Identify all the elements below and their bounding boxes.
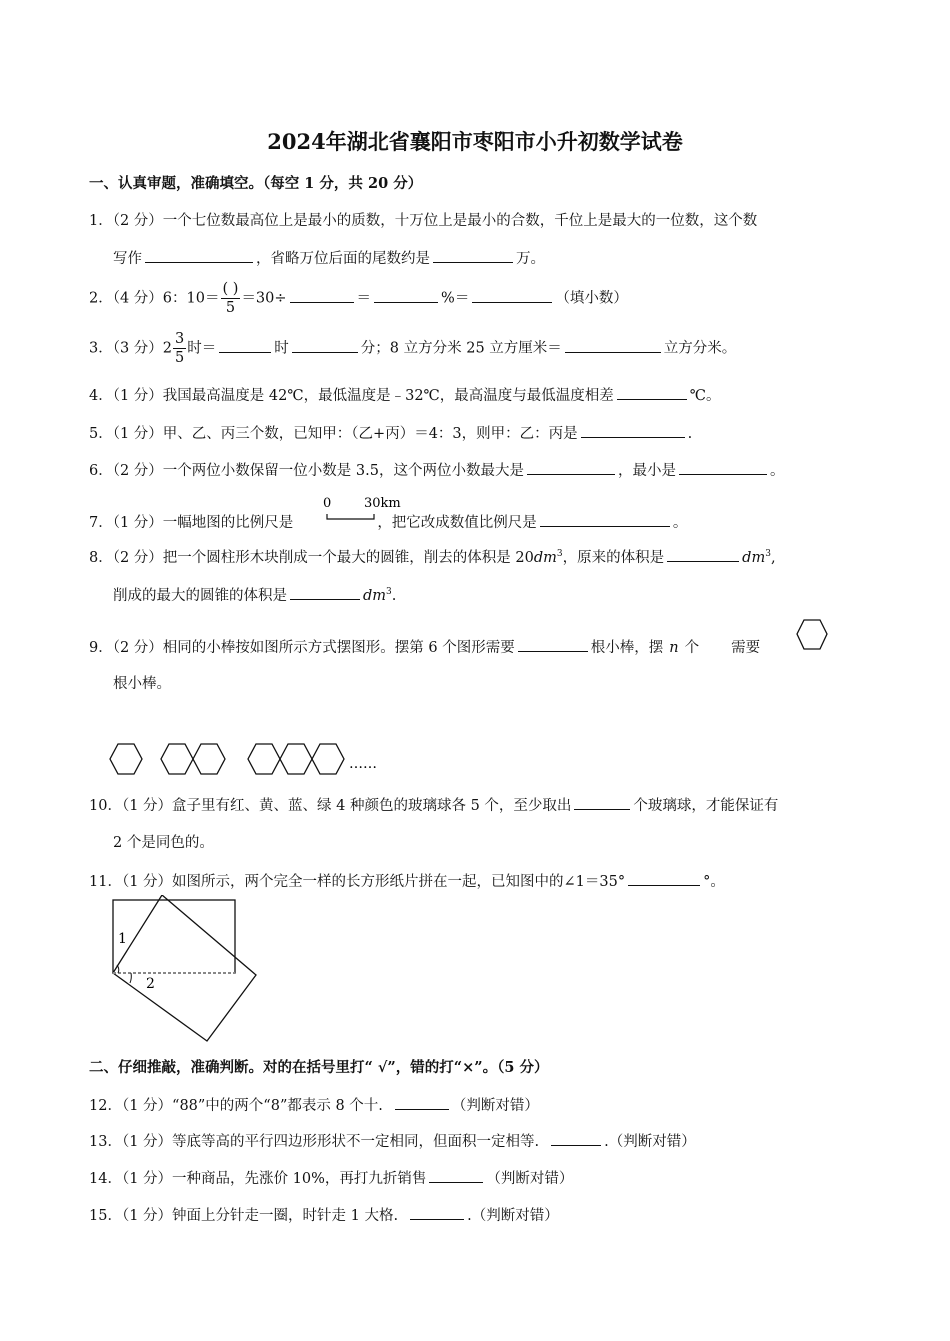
question-4: 4．（1 分）我国最高温度是 42℃，最低温度是﹣32℃，最高温度与最低温度相差 ℃。 xyxy=(89,384,721,405)
question-5: 5．（1 分）甲、乙、丙三个数，已知甲：（乙+丙）＝4：3，则甲：乙：丙是 . xyxy=(89,422,692,443)
section-2-heading: 二、仔细推敲，准确判断。对的在括号里打“ √”，错的打“×”。（5 分） xyxy=(89,1059,549,1076)
question-1: 1．（2 分）一个七位数最高位上是最小的质数，十万位上是最小的合数，千位上是最大的一位数，这个数 xyxy=(89,213,758,229)
answer-blank[interactable] xyxy=(410,1205,464,1220)
hexagon-icon xyxy=(795,617,829,653)
answer-blank[interactable] xyxy=(574,795,630,810)
angle-2-label: 2 xyxy=(146,976,155,992)
question-14: 14．（1 分）一种商品，先涨价 10%，再打九折销售 （判断对错） xyxy=(89,1167,573,1188)
scale-zero-label: 0 xyxy=(323,496,332,511)
question-2: 2．（4 分）6：10＝ $\frac{( )}{5}$ ＝30÷ ＝ %＝ （填小数） xyxy=(89,281,628,316)
question-15: 15．（1 分）钟面上分针走一圈，时针走 1 大格. .（判断对错） xyxy=(89,1204,559,1225)
answer-blank[interactable] xyxy=(219,338,271,353)
question-7: 7．（1 分）一幅地图的比例尺是 ，把它改成数值比例尺是 。 xyxy=(89,511,687,532)
answer-blank[interactable] xyxy=(565,338,661,353)
answer-blank[interactable] xyxy=(667,547,739,562)
question-10-line2: 2 个是同色的。 xyxy=(113,835,214,851)
page-title: 2024年湖北省襄阳市枣阳市小升初数学试卷 xyxy=(267,129,683,154)
ellipsis: …… xyxy=(349,756,377,772)
answer-blank[interactable] xyxy=(617,385,687,400)
answer-blank[interactable] xyxy=(581,423,685,438)
fraction: $\frac{3}{5}$ xyxy=(175,331,185,366)
answer-blank[interactable] xyxy=(290,288,354,303)
scale-line xyxy=(327,514,374,519)
answer-blank[interactable] xyxy=(290,585,360,600)
answer-blank[interactable] xyxy=(433,248,513,263)
question-13: 13．（1 分）等底等高的平行四边形形状不一定相同，但面积一定相等. .（判断对错） xyxy=(89,1130,696,1151)
question-3: 3．（3 分）2 $\frac{3}{5}$ 时＝ 时 分；8 立方分米 25 立方厘米＝ 立方分米。 xyxy=(89,331,737,366)
hexagon-pattern-1 xyxy=(110,744,142,774)
answer-blank[interactable] xyxy=(679,460,767,475)
question-8: 8．（2 分）把一个圆柱形木块削成一个最大的圆锥，削去的体积是 $20dm^3$，原来的体积是 $dm^3$, xyxy=(89,546,776,567)
answer-blank[interactable] xyxy=(374,288,438,303)
answer-blank[interactable] xyxy=(145,248,253,263)
answer-blank[interactable] xyxy=(551,1131,601,1146)
rectangle-upper xyxy=(113,900,235,973)
answer-blank[interactable] xyxy=(527,460,615,475)
scale-bar xyxy=(320,494,410,528)
hexagon-pattern-3 xyxy=(248,744,344,774)
fraction: $\frac{( )}{5}$ xyxy=(222,281,239,316)
question-11: 11．（1 分）如图所示，两个完全一样的长方形纸片拼在一起，已知图中的∠1＝35° °。 xyxy=(89,870,725,891)
answer-blank[interactable] xyxy=(518,637,588,652)
answer-blank[interactable] xyxy=(395,1095,449,1110)
question-9: 9．（2 分）相同的小棒按如图所示方式摆图形。摆第 6 个图形需要 根小棒，摆 n 个 需要 xyxy=(89,636,760,657)
answer-blank[interactable] xyxy=(429,1168,483,1183)
answer-blank[interactable] xyxy=(472,288,552,303)
question-9-line2: 根小棒。 xyxy=(113,676,171,692)
hexagon-pattern-2 xyxy=(161,744,225,774)
answer-blank[interactable] xyxy=(628,871,700,886)
scale-distance-label: 30km xyxy=(364,496,401,511)
answer-blank[interactable] xyxy=(292,338,358,353)
question-8-line2: 削成的最大的圆锥的体积是 $dm^3$. xyxy=(113,584,396,605)
question-6: 6．（2 分）一个两位小数保留一位小数是 3.5，这个两位小数最大是 ，最小是 。 xyxy=(89,459,784,480)
hexagon-pattern-figure xyxy=(105,738,405,780)
question-12: 12．（1 分）“88”中的两个“8”都表示 8 个十. （判断对错） xyxy=(89,1094,539,1115)
question-10: 10．（1 分）盒子里有红、黄、蓝、绿 4 种颜色的玻璃球各 5 个，至少取出 个玻璃球，才能保证有 xyxy=(89,794,778,815)
question-1-line2: 写作 ，省略万位后面的尾数约是 万。 xyxy=(113,247,545,268)
rectangles-figure xyxy=(108,895,263,1045)
section-1-heading: 一、认真审题，准确填空。（每空 1 分，共 20 分） xyxy=(89,175,423,192)
angle-1-label: 1 xyxy=(118,931,127,947)
answer-blank[interactable] xyxy=(540,512,670,527)
